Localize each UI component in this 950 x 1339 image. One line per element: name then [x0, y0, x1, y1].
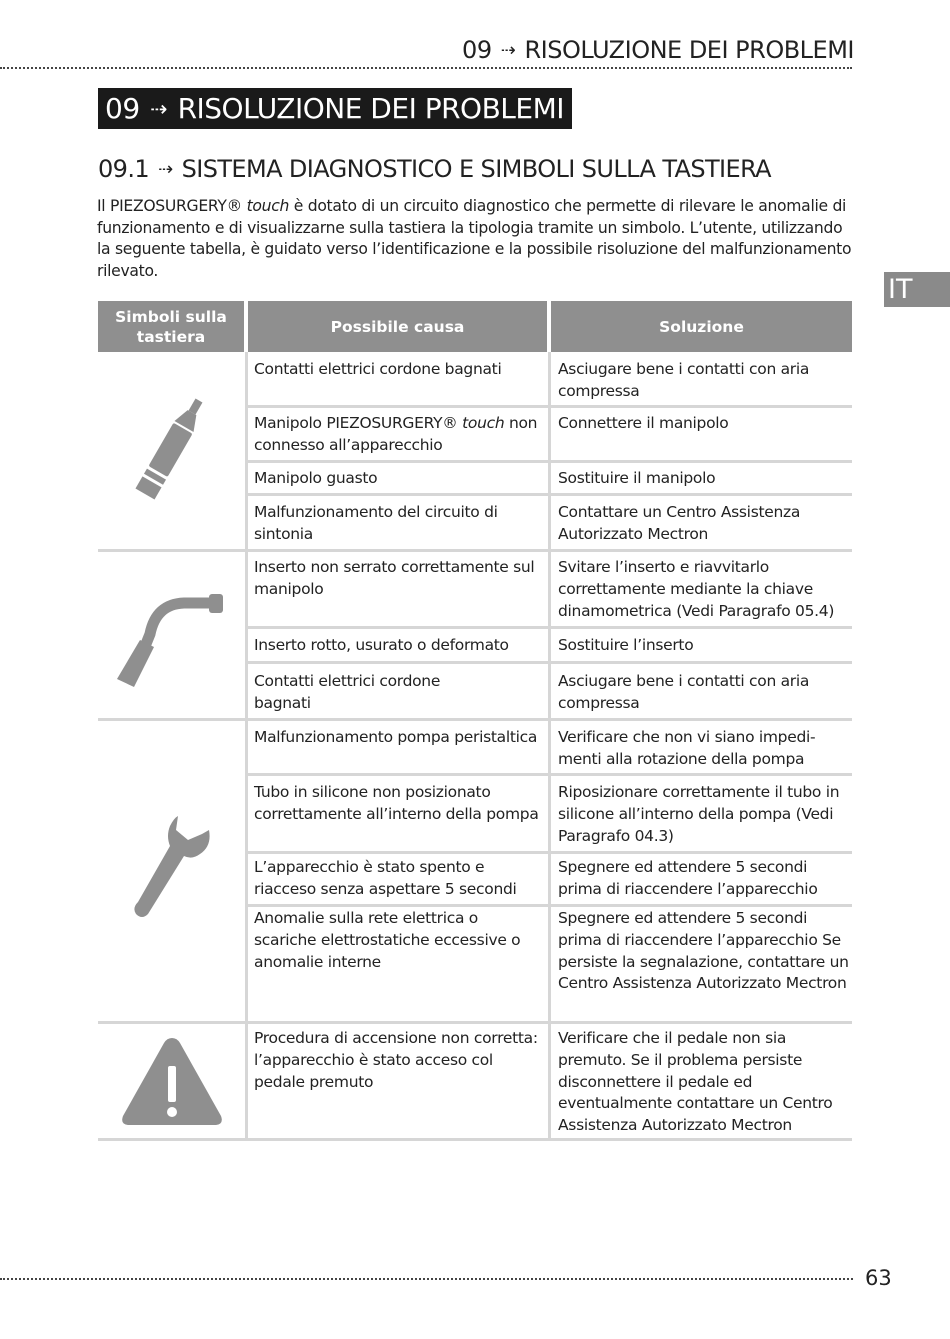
table-cell-cause: L’apparecchio è stato spento e riacceso senza aspettare 5 secondi	[254, 858, 517, 898]
section-number: 09.1	[98, 155, 150, 183]
table-cell-solution: Riposizionare correttamente il tubo in silicone all’interno della pompa (Vedi Paragrafo 04.3)	[558, 783, 840, 845]
group-divider	[98, 718, 852, 721]
table-cell-cause: Tubo in silicone non posizionato correttamente all’interno della pompa	[254, 783, 539, 823]
insert-tip-icon	[112, 590, 230, 692]
table-cell-solution: Spegnere ed attendere 5 secondi prima di riaccendere l’apparecchio Se persiste la segnalazione, contattare un Centro Assistenza Autorizzato Mectron	[558, 909, 849, 993]
handpiece-icon	[128, 392, 214, 507]
running-head-title: RISOLUZIONE DEI PROBLEMI	[524, 36, 854, 64]
table-cell-solution: Svitare l’inserto e riavvitarlo correttamente mediante la chiave dinamometrica (Vedi Paragrafo 05.4)	[558, 558, 835, 620]
table-bottom-rule	[98, 1138, 852, 1141]
row-divider	[248, 773, 852, 776]
table-cell-solution: Verificare che non vi siano impedi-menti alla rotazione della pompa	[558, 728, 816, 768]
bottom-dotted-rule	[0, 1278, 853, 1280]
header-solution: Soluzione	[551, 301, 852, 352]
table-cell-cause: Manipolo PIEZOSURGERY® touch non connesso all’apparecchio	[254, 414, 538, 454]
table-cell-solution: Verificare che il pedale non sia premuto. Se il problema persiste disconnettere il pedale ed eventualmente contattare un Centro Assistenza Autorizzato Mectron	[558, 1029, 833, 1135]
table-cell-solution: Connettere il manipolo	[558, 414, 729, 432]
running-head-number: 09	[462, 36, 492, 64]
table-cell-solution: Spegnere ed attendere 5 secondi prima di riaccendere l’apparecchio	[558, 858, 818, 898]
chapter-number: 09	[105, 92, 140, 125]
table-cell-cause: Anomalie sulla rete elettrica o scariche elettrostatiche eccessive o anomalie interne	[254, 909, 521, 971]
table-cell-cause: Inserto non serrato correttamente sul manipolo	[254, 558, 535, 598]
arrow-icon: ⇢	[158, 159, 173, 180]
table-cell-cause: Procedura di accensione non corretta: l’apparecchio è stato acceso col pedale premuto	[254, 1029, 538, 1091]
table-cell-solution: Asciugare bene i contatti con aria compressa	[558, 360, 810, 400]
chapter-heading	[98, 88, 572, 129]
page-number: 63	[865, 1266, 892, 1290]
running-head	[462, 36, 854, 64]
table-cell-solution: Sostituire il manipolo	[558, 469, 716, 487]
table-cell-cause: Malfunzionamento del circuito di sintonia	[254, 503, 498, 543]
row-divider	[248, 661, 852, 664]
section-title: SISTEMA DIAGNOSTICO E SIMBOLI SULLA TASTIERA	[181, 155, 772, 183]
intro-paragraph: Il PIEZOSURGERY® touch è dotato di un circuito diagnostico che permette di rilevare le anomalie di funzionamento e di visualizzarne sulla tastiera la tipologia tramite un simbolo. L’utente, utilizzando la seguente tabella, è guidato verso l’identificazione e la possibile risoluzione del malfunzionamento rilevato.	[97, 197, 852, 280]
language-tab: IT	[884, 272, 950, 307]
table-cell-cause: Inserto rotto, usurato o deformato	[254, 636, 509, 654]
table-cell-solution: Asciugare bene i contatti con aria compressa	[558, 672, 810, 712]
table-cell-cause: Contatti elettrici cordone bagnati	[254, 360, 502, 378]
arrow-icon: ⇢	[500, 40, 516, 61]
warning-triangle-icon	[119, 1036, 225, 1128]
table-cell-cause: Contatti elettrici cordone bagnati	[254, 672, 441, 712]
table-cell-solution: Sostituire l’inserto	[558, 636, 694, 654]
arrow-icon: ⇢	[150, 97, 168, 121]
header-symbols: Simboli sulla tastiera	[98, 301, 244, 352]
section-heading	[98, 155, 771, 183]
row-divider	[248, 626, 852, 629]
table-cell-solution: Contattare un Centro Assistenza Autorizzato Mectron	[558, 503, 801, 543]
wrench-icon	[126, 810, 216, 922]
top-dotted-rule	[0, 67, 852, 69]
row-divider	[248, 493, 852, 496]
table-cell-cause: Manipolo guasto	[254, 469, 378, 487]
table-cell-cause: Malfunzionamento pompa peristaltica	[254, 728, 538, 746]
chapter-title: RISOLUZIONE DEI PROBLEMI	[177, 92, 565, 125]
header-cause: Possibile causa	[248, 301, 547, 352]
